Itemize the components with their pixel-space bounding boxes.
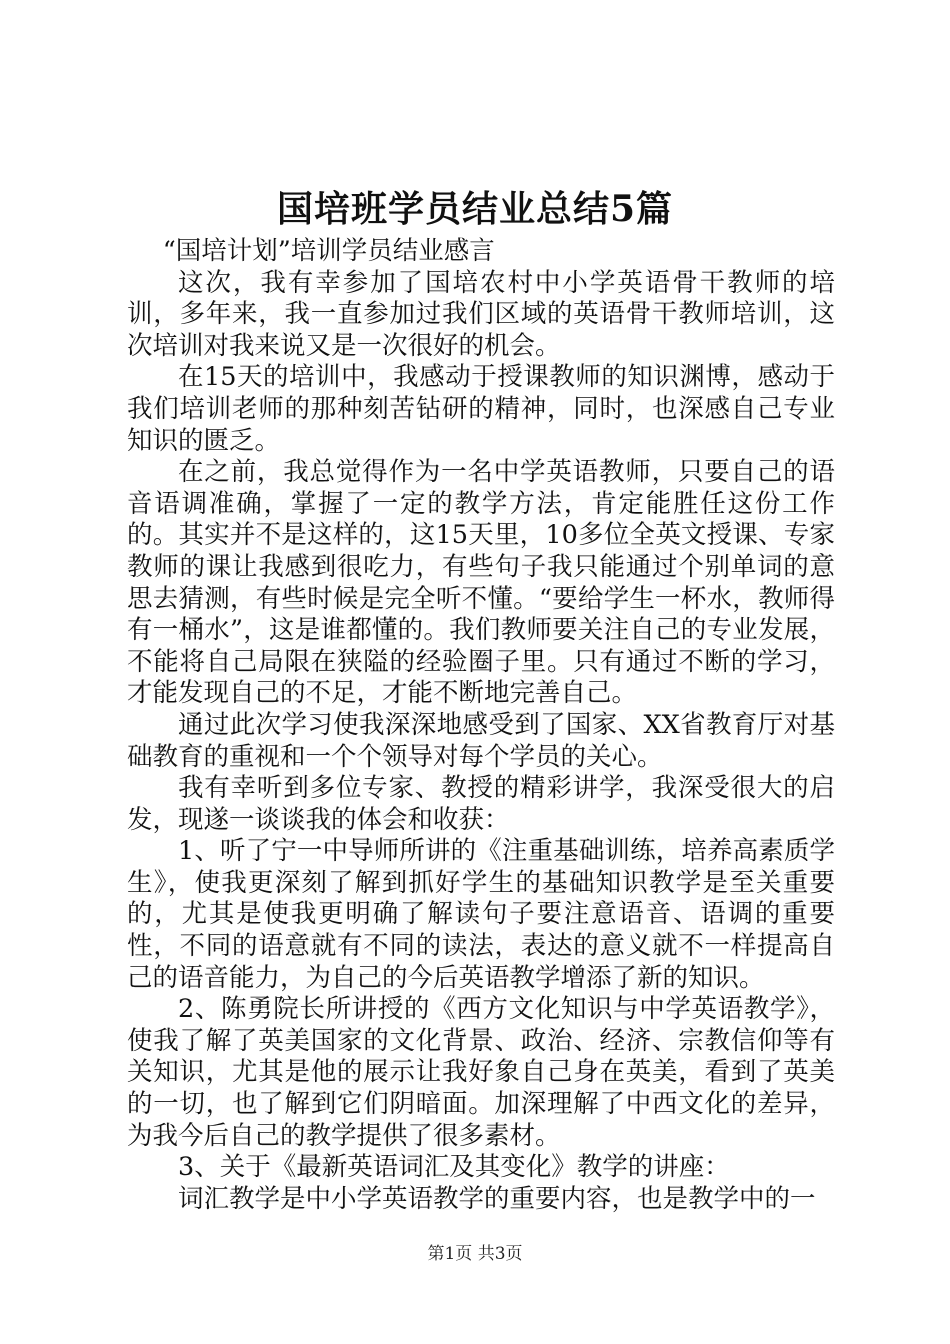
document-title: 国培班学员结业总结5篇 xyxy=(276,188,674,230)
document-body xyxy=(127,236,835,1215)
body-paragraph: 在之前，我总觉得作为一名中学英语教师，只要自己的语音语调准确，掌握了一定的教学方法，肯定能胜任这份工作的。其实并不是这样的，这15天里，10多位全英文授课、专家教师的课让我感到很吃力，有些句子我只能通过个别单词的意思去猜测，有些时候是完全听不懂。“要给学生一杯水，教师得有一桶水”，这是谁都懂的。我们教师要关注自己的专业发展，不能将自己局限在狭隘的经验圈子里。只有通过不断的学习，才能发现自己的不足，才能不断地完善自己。 xyxy=(127,457,835,709)
page-footer: 第1页 共3页 xyxy=(427,1244,523,1264)
body-paragraph: 通过此次学习使我深深地感受到了国家、XX省教育厅对基础教育的重视和一个个领导对每个学员的关心。 xyxy=(127,709,835,772)
body-paragraph: 这次，我有幸参加了国培农村中小学英语骨干教师的培训，多年来，我一直参加过我们区域的英语骨干教师培训，这次培训对我来说又是一次很好的机会。 xyxy=(127,267,835,361)
body-paragraph: 3、关于《最新英语词汇及其变化》教学的讲座： xyxy=(178,1152,730,1183)
body-paragraph-subtitle: “国培计划”培训学员结业感言 xyxy=(162,236,495,266)
body-paragraph: 2、陈勇院长所讲授的《西方文化知识与中学英语教学》，使我了解了英美国家的文化背景、政治、经济、宗教信仰等有关知识，尤其是他的展示让我好象自己身在英美，看到了英美的一切，也了解到它们阴暗面。加深理解了中西文化的差异，为我今后自己的教学提供了很多素材。 xyxy=(127,994,835,1151)
body-paragraph: 1、听了宁一中导师所讲的《注重基础训练，培养高素质学生》，使我更深刻了解到抓好学生的基础知识教学是至关重要的，尤其是使我更明确了解读句子要注意语音、语调的重要性，不同的语意就有不同的读法，表达的意义就不一样提高自己的语音能力，为自己的今后英语教学增添了新的知识。 xyxy=(127,836,835,993)
body-paragraph: 我有幸听到多位专家、教授的精彩讲学，我深受很大的启发，现遂一谈谈我的体会和收获： xyxy=(127,773,835,835)
body-paragraph: 词汇教学是中小学英语教学的重要内容，也是教学中的一 xyxy=(178,1183,816,1214)
body-paragraph: 在15天的培训中，我感动于授课教师的知识渊博，感动于我们培训老师的那种刻苦钻研的精神，同时，也深感自己专业知识的匮乏。 xyxy=(127,362,835,456)
